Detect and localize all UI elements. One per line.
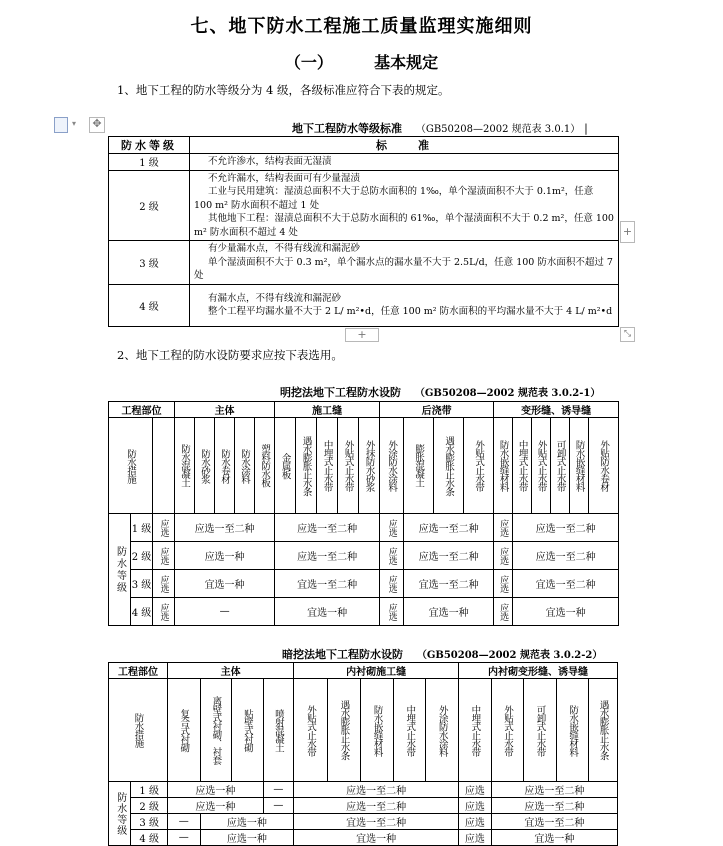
table2-measure: 防水混凝土 [175, 418, 195, 514]
table1-grade: 2 级 [109, 170, 190, 241]
table2-main: 宜选一种 [175, 570, 275, 598]
table2-yes: 应选 [153, 514, 175, 542]
move-handle-icon[interactable]: ✥ [89, 117, 105, 133]
table2-yes: 应选 [494, 598, 513, 626]
table2-measure: 膨胀混凝土 [404, 418, 434, 514]
table2-measure-label: 防水措施 [109, 418, 153, 514]
table2-group: 后浇带 [380, 402, 494, 418]
table2-grade-label: 防水等级 [109, 514, 131, 626]
table3-grade: 1 级 [131, 782, 168, 798]
table2-group: 工程部位 [109, 402, 175, 418]
table2-yes: 应选 [494, 542, 513, 570]
table2-joint: 应选一至二种 [275, 542, 380, 570]
table-row [109, 598, 619, 626]
table2-deform: 宜选一种 [513, 598, 619, 626]
table2-measure: 防水嵌缝材料 [570, 418, 589, 514]
section-name: 基本规定 [374, 53, 439, 72]
table2-measure: 防水砂浆 [195, 418, 215, 514]
table2-yes: 应选 [153, 542, 175, 570]
table3-yes: 应选 [459, 830, 492, 846]
table2-measure-blank [153, 418, 175, 514]
table2-joint: 宜选一至二种 [275, 570, 380, 598]
table3-measure: 防水嵌缝材料 [556, 679, 589, 782]
table3-measure: 外贴式止水带 [294, 679, 328, 782]
table3-spray: — [263, 798, 294, 814]
table3-joint: 应选一至二种 [294, 798, 459, 814]
table3-measure: 防水嵌缝材料 [361, 679, 394, 782]
table2-deform: 应选一至二种 [513, 514, 619, 542]
table3-measure: 贴壁式衬砌 [232, 679, 264, 782]
table2-measure: 金属板 [275, 418, 296, 514]
table3-measure: 离壁式衬砌、衬套 [200, 679, 232, 782]
table-row [109, 542, 619, 570]
table2-measure: 塑料防水板 [255, 418, 275, 514]
chevron-down-icon[interactable]: ▾ [72, 119, 77, 128]
table1-grade: 3 级 [109, 241, 190, 285]
table2-yes: 应选 [153, 598, 175, 626]
table3-main: 应选一种 [168, 798, 264, 814]
section-number: （一） [284, 53, 333, 72]
table2-yes: 应选 [380, 570, 404, 598]
table2-measure: 防水卷材 [215, 418, 235, 514]
table3-measure: 遇水膨胀止水条 [589, 679, 618, 782]
table2-measure: 中埋式止水带 [317, 418, 338, 514]
table3-composite: — [168, 830, 201, 846]
table3-joint: 应选一至二种 [294, 782, 459, 798]
table2-post: 宜选一至二种 [404, 570, 494, 598]
table2-grade: 2 级 [131, 542, 153, 570]
table3-deform: 应选一至二种 [491, 782, 617, 798]
table3-measure: 外涂防水涂料 [426, 679, 459, 782]
table2-deform: 应选一至二种 [513, 542, 619, 570]
table3-measure: 喷射混凝土 [263, 679, 294, 782]
table1-ref: （GB50208—2002 规范表 3.0.1） [415, 124, 581, 135]
table2-deform: 宜选一至二种 [513, 570, 619, 598]
table3-main: 应选一种 [168, 782, 264, 798]
table1-grade: 4 级 [109, 284, 190, 326]
table1-standard: 有少量漏水点，不得有线流和漏泥砂 单个湿渍面积不大于 0.3 m²，单个漏水点的漏水量不大于 2.5L/d，任意 100 防水面积不超过 7 处 [190, 241, 619, 285]
table1-grade: 1 级 [109, 154, 190, 171]
table3-joint: 宜选一至二种 [294, 814, 459, 830]
table2-measure: 中埋式止水带 [513, 418, 532, 514]
grade-standard-table [108, 136, 619, 327]
table2-measure: 外贴式止水带 [532, 418, 551, 514]
table2-ref: （GB50208—2002 规范表 3.0.2-1） [414, 388, 601, 399]
table2-post: 宜选一种 [404, 598, 494, 626]
table2-group: 主体 [175, 402, 275, 418]
table2-joint: 宜选一种 [275, 598, 380, 626]
table3-deform: 应选一至二种 [491, 798, 617, 814]
table3-deform: 宜选一种 [491, 830, 617, 846]
table3-measure: 复合式衬砌 [168, 679, 201, 782]
table2-grade: 3 级 [131, 570, 153, 598]
table3-measure: 中埋式止水带 [393, 679, 426, 782]
table2-yes: 应选 [380, 598, 404, 626]
table3-group: 内衬砌变形缝、诱导缝 [459, 663, 618, 679]
table2-post: 应选一至二种 [404, 542, 494, 570]
table2-group: 变形缝、诱导缝 [494, 402, 619, 418]
table3-measure: 遇水膨胀止水条 [327, 679, 361, 782]
table2-measure: 防水嵌缝材料 [494, 418, 513, 514]
table2-measure: 外涂防水涂料 [380, 418, 404, 514]
table3-grade: 4 级 [131, 830, 168, 846]
table3-measure-label: 防水措施 [109, 679, 168, 782]
table2-measure: 防水涂料 [235, 418, 255, 514]
table3-grade-label: 防水等级 [109, 782, 131, 846]
table3-caption: 暗挖法地下工程防水设防 （GB50208—2002 规范表 3.0.2-2） [282, 648, 603, 661]
table2-yes: 应选 [380, 542, 404, 570]
table2-measure: 可卸式止水带 [551, 418, 570, 514]
table3-group: 主体 [168, 663, 294, 679]
document-icon[interactable] [54, 117, 68, 133]
table2-measure: 遇水膨胀止水条 [434, 418, 464, 514]
table3-spray: — [263, 782, 294, 798]
table3-yes: 应选 [459, 798, 492, 814]
table1-caption: 地下工程防水等级标准 （GB50208—2002 规范表 3.0.1） | [292, 122, 588, 135]
table2-main: 应选一种 [175, 542, 275, 570]
table2-joint: 应选一至二种 [275, 514, 380, 542]
paragraph-2: 2、地下工程的防水设防要求应按下表选用。 [117, 348, 343, 362]
table2-grade: 1 级 [131, 514, 153, 542]
table3-grade: 2 级 [131, 798, 168, 814]
table1-standard: 不允许渗水，结构表面无湿渍 [190, 154, 619, 171]
add-row-button[interactable]: + [345, 328, 379, 342]
table3-ref: （GB50208—2002 规范表 3.0.2-2） [416, 650, 603, 661]
table2-group: 施工缝 [275, 402, 380, 418]
table1-header-grade: 防水等级 [109, 137, 190, 154]
table-row [109, 830, 618, 846]
table3-deform: 宜选一至二种 [491, 814, 617, 830]
table3-joint: 宜选一种 [294, 830, 459, 846]
paragraph-1: 1、地下工程的防水等级分为 4 级，各级标准应符合下表的规定。 [117, 83, 450, 97]
table1-standard: 有漏水点，不得有线流和漏泥砂 整个工程平均漏水量不大于 2 L/ m²•d，任意 100 m² 防水面积的平均漏水量不大于 4 L/ m²•d [190, 284, 619, 326]
table2-measure: 外贴防水卷材 [589, 418, 619, 514]
table3-grade: 3 级 [131, 814, 168, 830]
table2-yes: 应选 [380, 514, 404, 542]
resize-icon[interactable]: ⤡ [620, 327, 635, 342]
table2-grade: 4 级 [131, 598, 153, 626]
table3-main: 应选一种 [200, 814, 294, 830]
table3-measure: 中埋式止水带 [459, 679, 492, 782]
table3-measure: 可卸式止水带 [524, 679, 557, 782]
table3-measure: 外贴式止水带 [491, 679, 524, 782]
table2-yes: 应选 [153, 570, 175, 598]
table3-group: 工程部位 [109, 663, 168, 679]
table3-yes: 应选 [459, 814, 492, 830]
table1-standard: 不允许漏水，结构表面可有少量湿渍 工业与民用建筑：湿渍总面积不大于总防水面积的 1‰，单个湿渍面积不大于 0.1m²，任意 100 m² 防水面积不超过 1 处 其他地下工程：湿渍总面积不大于总防水面积的 61‰，单个湿渍面积不大于 0.2 m²，任意 100 m² 防水面积不超过 4 处 [190, 170, 619, 241]
page-title: 七、地下防水工程施工质量监理实施细则 [190, 16, 533, 37]
table-row [109, 514, 619, 542]
table3-yes: 应选 [459, 782, 492, 798]
table-row [109, 570, 619, 598]
table2-yes: 应选 [494, 570, 513, 598]
table-row [109, 798, 618, 814]
open-cut-table [108, 401, 619, 626]
table2-measure: 外贴式止水带 [464, 418, 494, 514]
table1-header-standard: 标 准 [190, 137, 619, 154]
section-heading [0, 50, 723, 73]
table-row [109, 782, 618, 798]
table2-measure: 外贴式止水带 [338, 418, 359, 514]
table3-group: 内衬砌施工缝 [294, 663, 459, 679]
mining-method-table [108, 662, 618, 846]
table2-main: — [175, 598, 275, 626]
table2-measure: 外抹防水砂浆 [359, 418, 380, 514]
table2-main: 应选一至二种 [175, 514, 275, 542]
table3-main: 应选一种 [200, 830, 294, 846]
add-column-button[interactable]: + [620, 221, 635, 243]
table2-caption: 明挖法地下工程防水设防 （GB50208—2002 规范表 3.0.2-1） [280, 386, 601, 399]
table2-yes: 应选 [494, 514, 513, 542]
table-row [109, 814, 618, 830]
table2-measure: 遇水膨胀止水条 [296, 418, 317, 514]
table2-post: 应选一至二种 [404, 514, 494, 542]
table3-composite: — [168, 814, 201, 830]
